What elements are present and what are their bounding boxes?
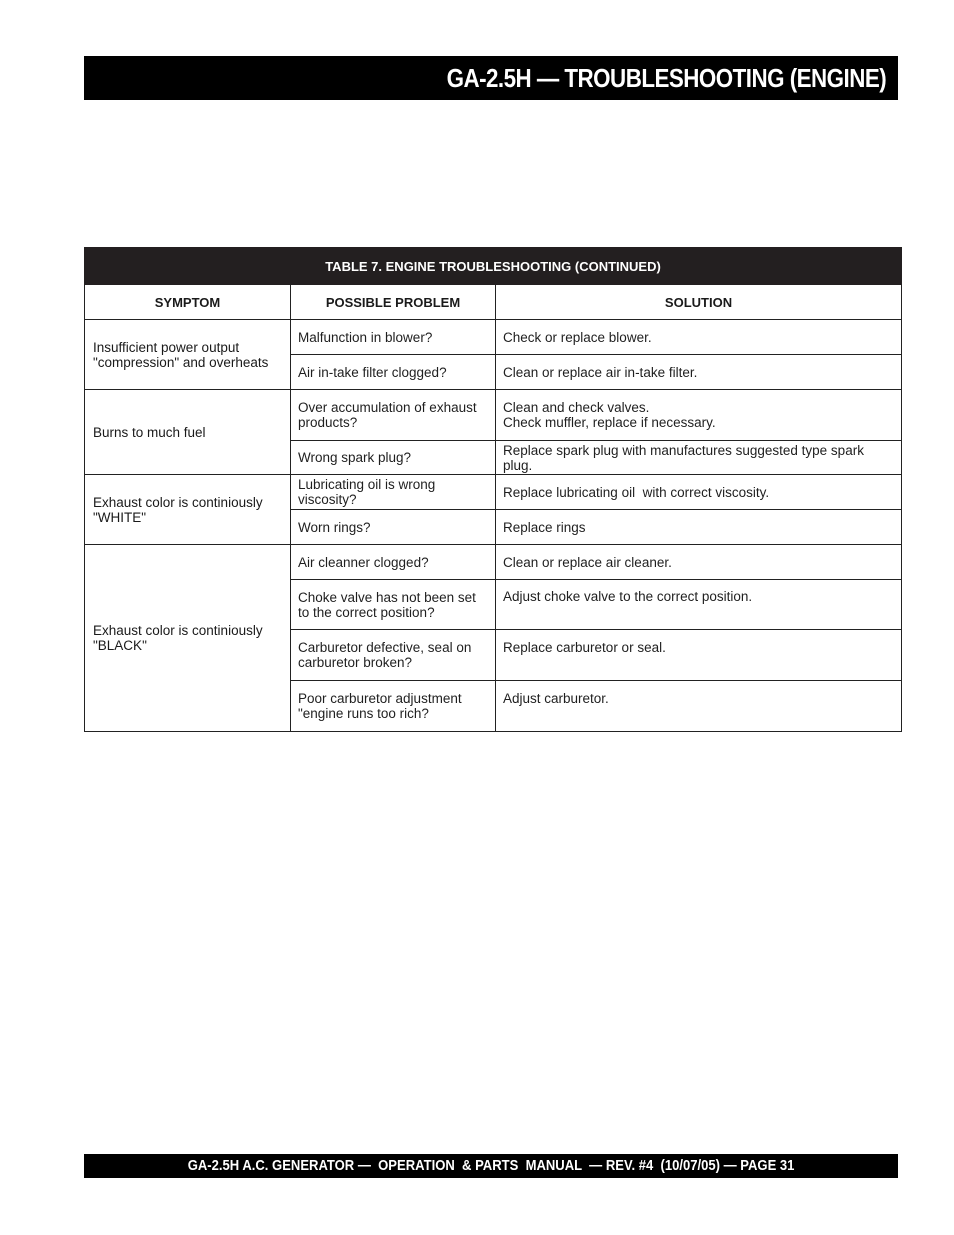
problem-cell <box>291 475 496 510</box>
table-caption: TABLE 7. ENGINE TROUBLESHOOTING (CONTINUED) <box>85 248 902 285</box>
footer-text: GA-2.5H A.C. GENERATOR — OPERATION & PARTS MANUAL — REV. #4 (10/07/05) — PAGE 31 <box>187 1158 795 1174</box>
solution-text: Adjust choke valve to the correct position. <box>503 589 753 604</box>
solution-cell <box>496 390 902 441</box>
page-header-bar <box>84 56 898 100</box>
column-header-solution: SOLUTION <box>496 285 902 320</box>
solution-text: Replace carburetor or seal. <box>503 640 666 655</box>
problem-cell <box>291 630 496 681</box>
solution-text: Adjust carburetor. <box>503 691 609 706</box>
solution-cell <box>496 441 902 475</box>
problem-text: Wrong spark plug? <box>298 450 412 465</box>
table-row <box>85 390 902 441</box>
solution-cell <box>496 510 902 545</box>
symptom-text: Exhaust color is continiously <box>93 494 263 510</box>
problem-cell <box>291 355 496 390</box>
problem-cell <box>291 681 496 732</box>
problem-text: viscosity? <box>298 492 357 507</box>
problem-text: "engine runs too rich? <box>298 706 429 721</box>
solution-text: Check or replace blower. <box>503 329 652 345</box>
symptom-text: Insufficient power output <box>93 339 240 355</box>
symptom-cell <box>85 475 291 545</box>
problem-text: Carburetor defective, seal on <box>298 640 472 655</box>
problem-text: Worn rings? <box>298 519 371 535</box>
problem-text: to the correct position? <box>298 604 435 620</box>
solution-cell <box>496 545 902 580</box>
column-header-row <box>85 285 902 320</box>
symptom-text: "BLACK" <box>93 638 147 653</box>
problem-cell <box>291 510 496 545</box>
symptom-text: Exhaust color is continiously <box>93 623 263 638</box>
solution-cell <box>496 355 902 390</box>
problem-text: Over accumulation of exhaust <box>298 400 477 415</box>
symptom-text: Burns to much fuel <box>93 424 206 440</box>
solution-text: Replace spark plug with manufactures suggested type spark plug. <box>503 442 864 473</box>
symptom-cell <box>85 320 291 390</box>
table-row <box>85 475 902 510</box>
symptom-text: "WHITE" <box>93 509 147 525</box>
problem-text: Lubricating oil is wrong <box>298 477 436 492</box>
solution-text: Replace rings <box>503 519 586 535</box>
solution-cell <box>496 580 902 630</box>
solution-text: Replace lubricating oil with correct viscosity. <box>503 484 770 500</box>
solution-text: Check muffler, replace if necessary. <box>503 415 716 430</box>
problem-cell <box>291 545 496 580</box>
column-header-possible-problem: POSSIBLE PROBLEM <box>291 285 496 320</box>
column-header-symptom: SYMPTOM <box>85 285 291 320</box>
solution-cell <box>496 475 902 510</box>
problem-text: Air in-take filter clogged? <box>298 364 447 380</box>
page-footer-bar <box>84 1154 898 1178</box>
problem-text: Choke valve has not been set <box>298 589 476 605</box>
problem-text: Air cleanner clogged? <box>298 554 429 570</box>
problem-text: products? <box>298 415 358 430</box>
solution-cell <box>496 320 902 355</box>
table-caption-row <box>85 248 902 285</box>
page-title: GA-2.5H — TROUBLESHOOTING (ENGINE) <box>446 62 886 93</box>
symptom-text: "compression" and overheats <box>93 354 269 370</box>
solution-cell <box>496 681 902 732</box>
solution-text: Clean or replace air cleaner. <box>503 554 672 570</box>
problem-text: Poor carburetor adjustment <box>298 691 462 706</box>
problem-text: Malfunction in blower? <box>298 329 433 345</box>
table-row <box>85 320 902 355</box>
problem-text: carburetor broken? <box>298 655 413 670</box>
symptom-cell <box>85 545 291 732</box>
solution-text: Clean or replace air in-take filter. <box>503 364 698 380</box>
engine-troubleshooting-table <box>84 247 902 732</box>
table-row <box>85 545 902 580</box>
solution-text: Clean and check valves. <box>503 400 650 415</box>
solution-cell <box>496 630 902 681</box>
problem-cell <box>291 390 496 441</box>
problem-cell <box>291 320 496 355</box>
symptom-cell <box>85 390 291 475</box>
problem-cell <box>291 441 496 475</box>
problem-cell <box>291 580 496 630</box>
